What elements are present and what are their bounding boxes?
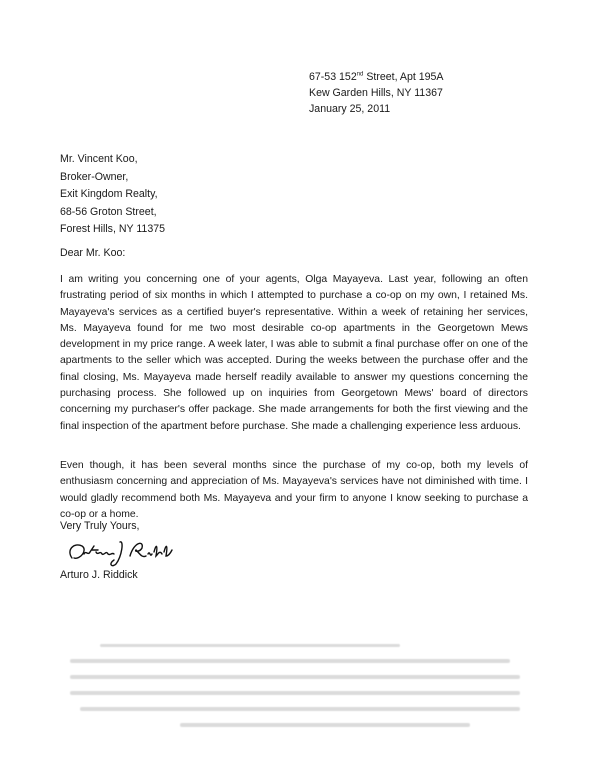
body-paragraph-2: Even though, it has been several months since the purchase of my co-op, both my levels of enthusiasm concerning and appreciation of Ms. Mayayeva's services have not diminished with time. I would gladly recommend both Ms. Mayayeva and your firm to anyone I know seeking to purchase a co-op or a home. xyxy=(60,460,528,520)
recipient-line: Mr. Vincent Koo, xyxy=(60,153,138,165)
salutation: Dear Mr. Koo: xyxy=(60,247,126,259)
handwritten-signature xyxy=(64,536,174,570)
recipient-line: Forest Hills, NY 11375 xyxy=(60,223,166,235)
sender-address xyxy=(309,69,444,117)
letter-date: January 25, 2011 xyxy=(309,103,391,115)
closing: Very Truly Yours, xyxy=(60,520,140,532)
signer-name: Arturo J. Riddick xyxy=(60,569,138,581)
bleed-through-lines xyxy=(60,641,530,731)
recipient-address xyxy=(60,151,165,239)
recipient-line: 68-56 Groton Street, xyxy=(60,205,157,218)
recipient-line: Exit Kingdom Realty, xyxy=(60,188,158,200)
bleed-through-text xyxy=(60,636,530,731)
sender-street: 67-53 152nd Street, Apt 195A xyxy=(309,71,444,83)
sender-city: Kew Garden Hills, NY 11367 xyxy=(309,87,443,99)
recipient-line: Broker-Owner, xyxy=(60,170,129,183)
body-paragraph-1: I am writing you concerning one of your agents, Olga Mayayeva. Last year, following an often frustrating period of six months in which I attempted to purchase a co-op on my own, I retained Ms. Mayayeva's services as a certified buyer's representative. Within a week of retaining her services, Ms. Mayayeva found for me two most desirable co-op apartments in the Georgetown Mews development in my price range. A week later, I was able to submit a final purchase offer on one of the apartments to the seller which was accepted. During the weeks between the purchase offer and the final closing, Ms. Mayayeva made herself readily available to answer my questions concerning the purchasing process. She followed up on inquiries from Georgetown Mews' board of directors concerning my purchaser's offer package. She made arrangements for both the first viewing and the final inspection of the apartment before purchase. She made a challenging experience less arduous. xyxy=(60,274,528,432)
